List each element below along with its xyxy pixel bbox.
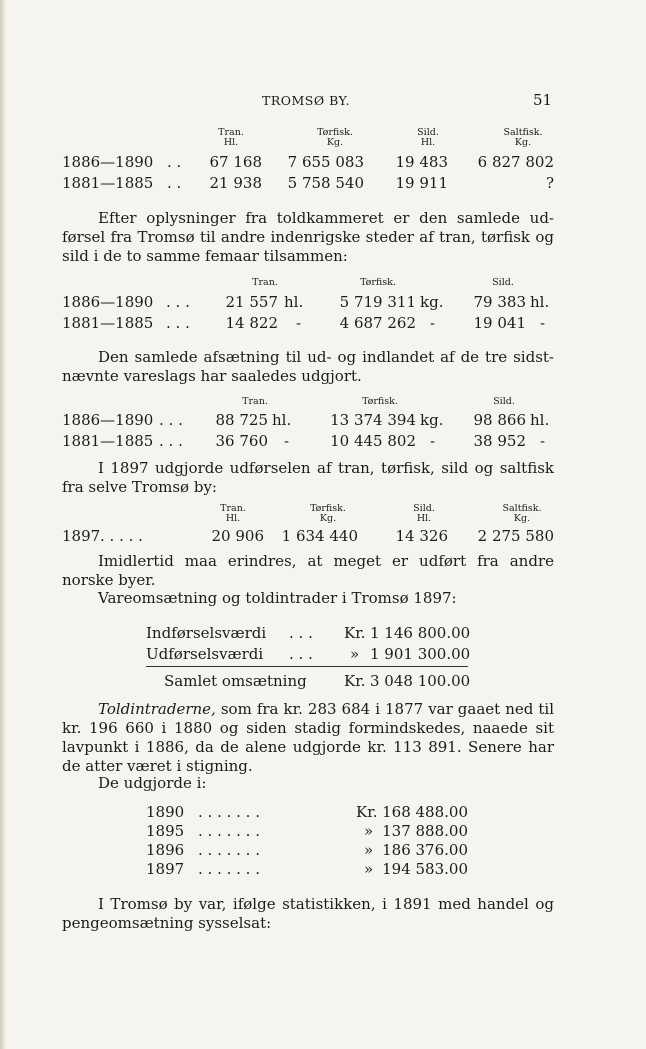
paragraph: De udgjorde i: bbox=[98, 774, 207, 792]
total-label: Samlet omsætning bbox=[164, 672, 307, 690]
paragraph: Vareomsætning og toldintrader i Tromsø 1897: bbox=[98, 589, 457, 607]
currency: » bbox=[350, 645, 360, 663]
paragraph: Toldintraderne, som fra kr. 283 684 i 1877 var gaaet ned til kr. 196 660 i 1880 og siden stadig formindskedes, naaede sit lavpunkt i 1886, da de alene udgjorde kr. 113 891. Senere har de atter været i stigning. bbox=[62, 700, 554, 775]
amount: 1 901 300.00 bbox=[370, 645, 471, 663]
table-header: Tran. Hl. bbox=[220, 503, 246, 524]
table-header: Tørfisk. bbox=[362, 396, 398, 407]
cell: 67 168 bbox=[209, 153, 262, 171]
unit: - bbox=[540, 432, 546, 450]
unit: - bbox=[540, 314, 546, 332]
table-header: Tørfisk. Kg. bbox=[310, 503, 346, 524]
table-header: Tørfisk. Kg. bbox=[317, 127, 353, 148]
cell: 19 041 bbox=[473, 314, 526, 332]
unit: kg. bbox=[420, 293, 444, 311]
currency: » bbox=[364, 860, 374, 878]
unit: - bbox=[296, 314, 302, 332]
paragraph: Imidlertid maa erindres, at meget er udført fra andre norske byer. bbox=[62, 552, 554, 589]
currency: » bbox=[364, 841, 374, 859]
cell: 98 866 bbox=[473, 411, 526, 429]
page-edge-shadow bbox=[0, 0, 6, 1049]
cell: 4 687 262 bbox=[339, 314, 416, 332]
table-header: Tran. bbox=[252, 277, 278, 288]
paragraph: I Tromsø by var, ifølge statistikken, i 1891 med handel og pengeomsætning sysselsat: bbox=[62, 895, 554, 932]
cell: 5 719 311 bbox=[339, 293, 416, 311]
leader-dots: . . . bbox=[289, 624, 313, 642]
leader-dots: . . . bbox=[159, 411, 183, 429]
year: 1895 bbox=[146, 822, 185, 840]
cell: 21 557 bbox=[225, 293, 278, 311]
leader-dots: . . . . . . . bbox=[198, 803, 260, 821]
leader-dots: . . . bbox=[166, 314, 190, 332]
amount: 137 888.00 bbox=[382, 822, 468, 840]
table-header: Saltfisk. Kg. bbox=[502, 503, 542, 524]
unit: - bbox=[430, 314, 436, 332]
paragraph: Efter oplysninger fra toldkammeret er den samlede ud- førsel fra Tromsø til andre indenrigske steder af tran, tørfisk og sild i de to samme femaar tilsammen: bbox=[62, 209, 554, 265]
unit: hl. bbox=[530, 293, 550, 311]
unit: - bbox=[284, 432, 290, 450]
table-header: Sild. bbox=[493, 396, 515, 407]
amount: 168 488.00 bbox=[382, 803, 468, 821]
cell: ? bbox=[545, 174, 554, 192]
cell: 38 952 bbox=[473, 432, 526, 450]
currency: Kr. bbox=[356, 803, 378, 821]
currency: Kr. bbox=[344, 672, 366, 690]
sum-rule bbox=[146, 666, 468, 667]
table-header: Sild. bbox=[492, 277, 514, 288]
amount: 1 146 800.00 bbox=[370, 624, 471, 642]
cell: 19 911 bbox=[395, 174, 448, 192]
row-label: 1886—1890 bbox=[62, 293, 154, 311]
year: 1890 bbox=[146, 803, 185, 821]
unit: hl. bbox=[530, 411, 550, 429]
cell: 1 634 440 bbox=[281, 527, 358, 545]
year: 1897 bbox=[146, 860, 185, 878]
amount: 194 583.00 bbox=[382, 860, 468, 878]
cell: 88 725 bbox=[215, 411, 268, 429]
total-amount: 3 048 100.00 bbox=[370, 672, 471, 690]
cell: 36 760 bbox=[215, 432, 268, 450]
cell: 5 758 540 bbox=[287, 174, 364, 192]
leader-dots: . . . bbox=[289, 645, 313, 663]
page-number: 51 bbox=[533, 91, 553, 109]
emphasis: Toldintraderne, bbox=[98, 700, 216, 718]
currency: » bbox=[364, 822, 374, 840]
amount: 186 376.00 bbox=[382, 841, 468, 859]
row-label: Indførselsværdi bbox=[146, 624, 267, 642]
unit: kg. bbox=[420, 411, 444, 429]
unit: hl. bbox=[284, 293, 304, 311]
leader-dots: . . . . . bbox=[100, 527, 143, 545]
row-label: 1897 bbox=[62, 527, 101, 545]
cell: 7 655 083 bbox=[287, 153, 364, 171]
paragraph: Den samlede afsætning til ud- og indlandet af de tre sidst- nævnte vareslags har saaledes udgjort. bbox=[62, 348, 554, 385]
cell: 10 445 802 bbox=[330, 432, 416, 450]
cell: 79 383 bbox=[473, 293, 526, 311]
cell: 20 906 bbox=[211, 527, 264, 545]
unit: hl. bbox=[272, 411, 292, 429]
row-label: 1886—1890 bbox=[62, 153, 154, 171]
table-header: Sild. Hl. bbox=[417, 127, 439, 148]
table-header: Tran. bbox=[242, 396, 268, 407]
row-label: 1881—1885 bbox=[62, 174, 154, 192]
table-header: Tørfisk. bbox=[360, 277, 396, 288]
row-label: 1881—1885 bbox=[62, 432, 154, 450]
row-label: 1881—1885 bbox=[62, 314, 154, 332]
cell: 6 827 802 bbox=[477, 153, 554, 171]
leader-dots: . . . bbox=[166, 293, 190, 311]
leader-dots: . . . . . . . bbox=[198, 841, 260, 859]
cell: 2 275 580 bbox=[477, 527, 554, 545]
paragraph: I 1897 udgjorde udførselen af tran, tørfisk, sild og saltfisk fra selve Tromsø by: bbox=[62, 459, 554, 496]
table-header: Tran. Hl. bbox=[218, 127, 244, 148]
running-title: TROMSØ BY. bbox=[262, 93, 351, 108]
table-header: Saltfisk. Kg. bbox=[503, 127, 543, 148]
unit: - bbox=[430, 432, 436, 450]
currency: Kr. bbox=[344, 624, 366, 642]
cell: 13 374 394 bbox=[330, 411, 416, 429]
leader-dots: . . bbox=[167, 174, 182, 192]
leader-dots: . . . . . . . bbox=[198, 860, 260, 878]
cell: 19 483 bbox=[395, 153, 448, 171]
leader-dots: . . bbox=[167, 153, 182, 171]
leader-dots: . . . . . . . bbox=[198, 822, 260, 840]
row-label: Udførselsværdi bbox=[146, 645, 264, 663]
year: 1896 bbox=[146, 841, 185, 859]
cell: 14 822 bbox=[225, 314, 278, 332]
table-header: Sild. Hl. bbox=[413, 503, 435, 524]
cell: 21 938 bbox=[209, 174, 262, 192]
row-label: 1886—1890 bbox=[62, 411, 154, 429]
cell: 14 326 bbox=[395, 527, 448, 545]
leader-dots: . . . bbox=[159, 432, 183, 450]
